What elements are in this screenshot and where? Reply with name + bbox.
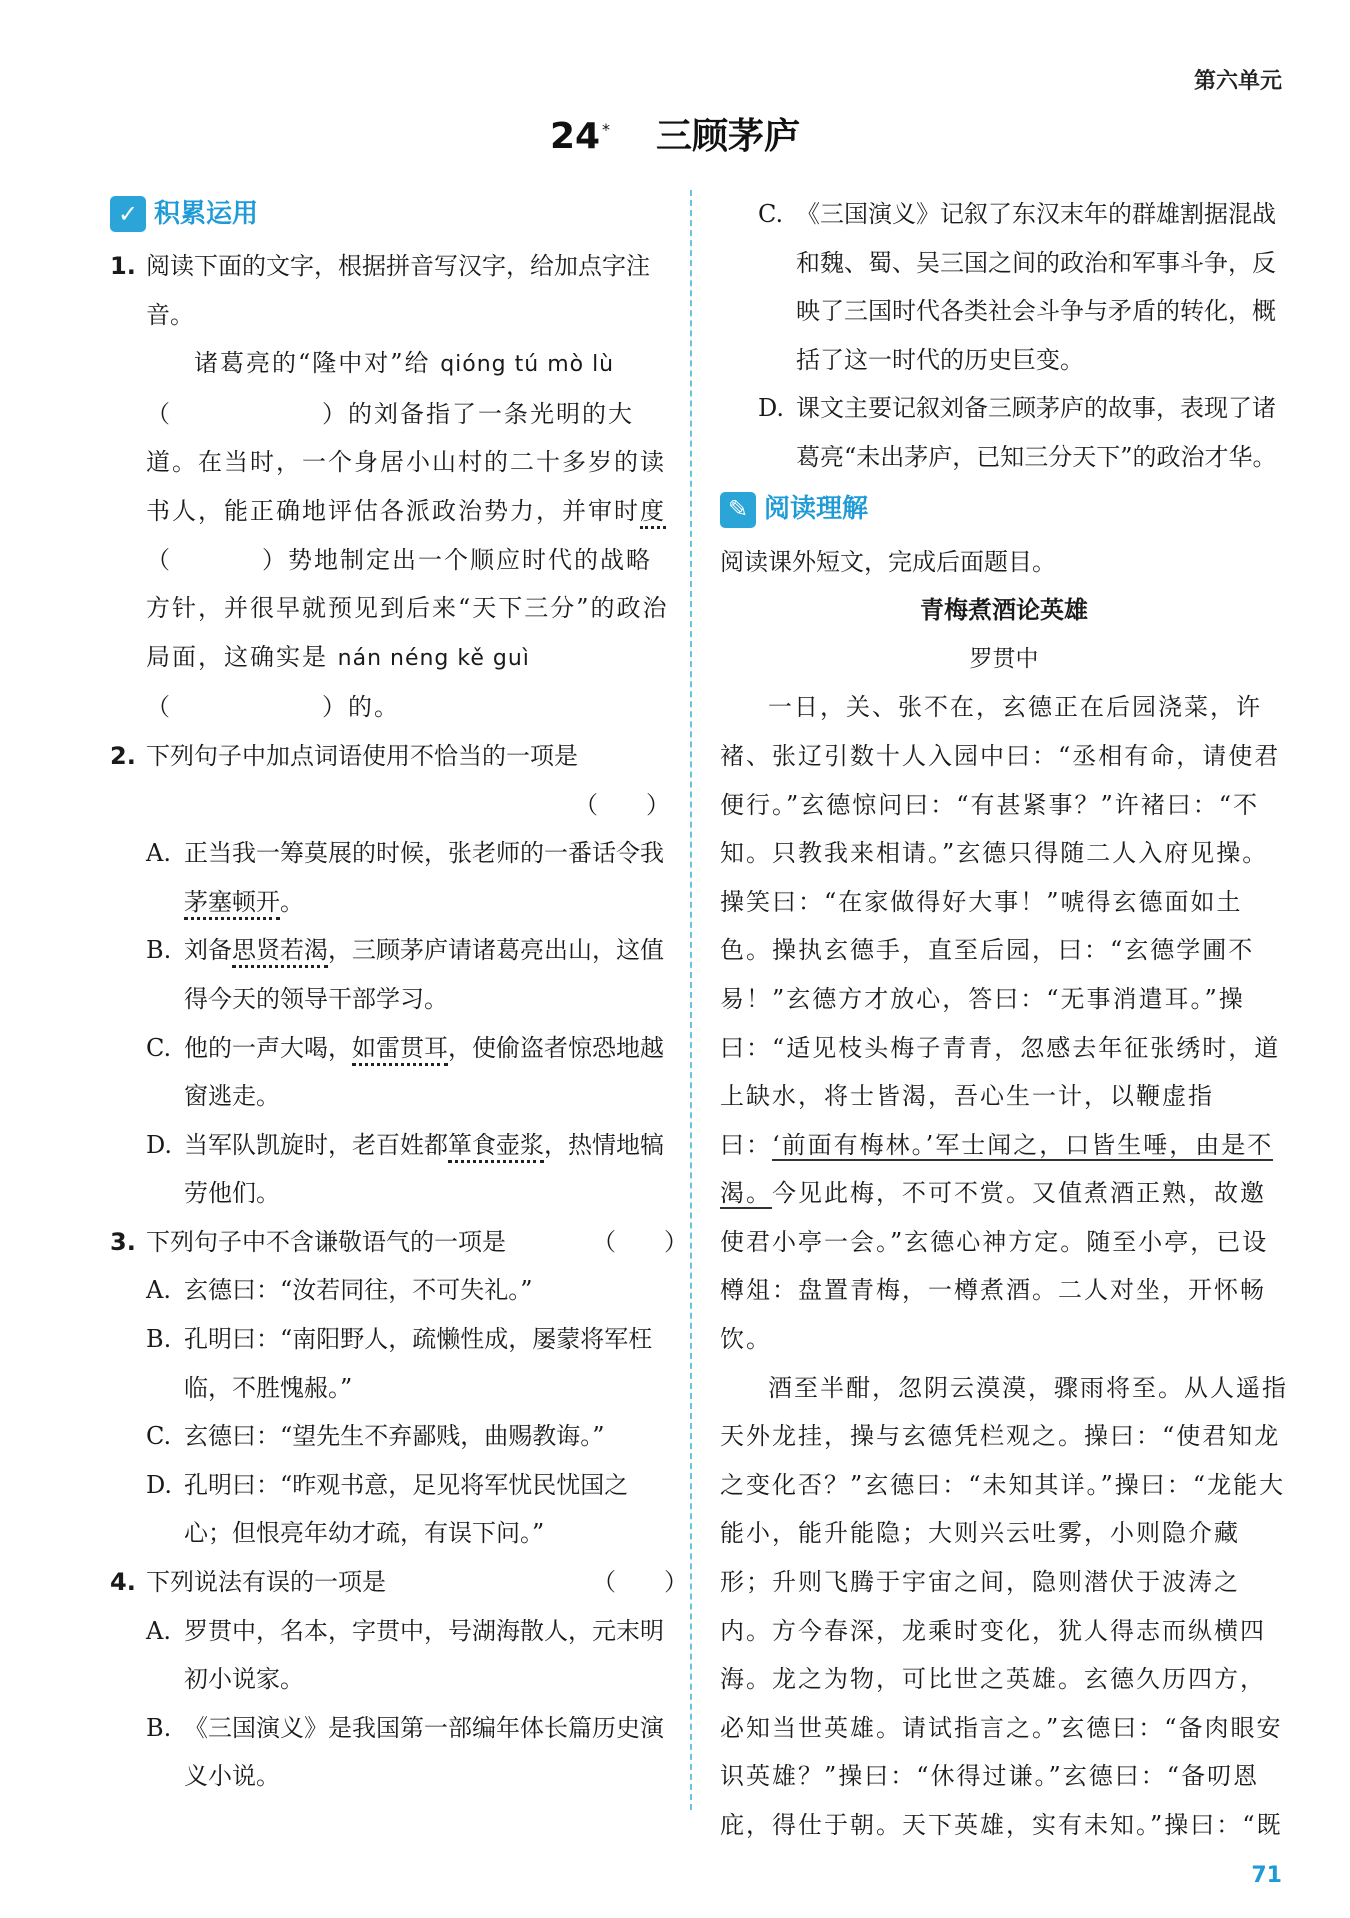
q1-text-1: 诸葛亮的“隆中对”给 (194, 349, 431, 378)
question-4-prompt-row (146, 1558, 688, 1607)
unit-label: 第六单元 (1193, 69, 1282, 94)
q2-c-post: ，使偷盗者惊恐地越窗逃走。 (184, 1033, 664, 1111)
pinyin-1: qióng tú mò lù (440, 352, 615, 378)
q2-b-pre: 刘备 (184, 936, 232, 965)
q3-option-b[interactable] (146, 1315, 670, 1412)
passage-underlined-sentence: ‘前面有梅林。’军士闻之，口皆生唾，由是不渴。 (720, 1130, 1274, 1208)
right-column (720, 190, 1288, 1850)
pinyin-2: nán néng kě guì (337, 645, 530, 671)
page-number: 71 (1251, 1863, 1282, 1888)
passage-author: 罗贯中 (969, 645, 1039, 672)
question-3-answer[interactable]: （ ） (592, 1227, 688, 1256)
q2-d-dotted: 箪食壶浆 (448, 1131, 544, 1163)
question-4-answer[interactable]: （ ） (592, 1568, 688, 1597)
q2-c-dotted: 如雷贯耳 (352, 1034, 448, 1066)
lesson-star: * (602, 120, 611, 139)
passage-p1-part-b: 今见此梅，不可不赏。又值煮酒正熟，故邀使君小亭一会。”玄德心神方定。随至小亭，已设樽俎：盘置青梅，一樽煮酒。二人对坐，开怀畅饮。 (720, 1179, 1269, 1354)
question-1-passage (146, 339, 670, 732)
q2-d-post: ，热情地犒劳他们。 (184, 1130, 664, 1208)
q2-option-d[interactable] (146, 1121, 670, 1218)
q2-option-c[interactable] (146, 1024, 670, 1121)
q2-b-post: ，三顾茅庐请诸葛亮出山，这值得今天的领导干部学习。 (184, 936, 664, 1013)
q3-option-d[interactable] (146, 1461, 670, 1558)
q3-option-a-letter: A. (146, 1276, 171, 1305)
q3-option-a-text: 玄德曰：“汝若同往，不可失礼。” (184, 1276, 533, 1305)
q4-option-a-text: 罗贯中，名本，字贯中，号湖海散人，元末明初小说家。 (184, 1616, 664, 1694)
q4-option-a-letter: A. (146, 1616, 171, 1645)
question-3-prompt: 下列句子中不含谦敬语气的一项是 (146, 1227, 506, 1256)
q4-option-c[interactable] (758, 190, 1288, 384)
q1-text-3: 势地制定出一个顺应时代的战略方针，并很早就预见到后来“天下三分”的政治局面，这确实是 (146, 545, 669, 671)
q4-option-c-text: 《三国演义》记叙了东汉末年的群雄割据混战和魏、蜀、吴三国之间的政治和军事斗争，反映了三国时代各类社会斗争与矛盾的转化，概括了这一时代的历史巨变。 (796, 200, 1276, 374)
q3-option-d-letter: D. (146, 1470, 173, 1499)
question-4-prompt: 下列说法有误的一项是 (146, 1568, 386, 1597)
q2-option-a[interactable] (146, 829, 670, 926)
q1-text-4: 的。 (348, 693, 400, 722)
dotted-char: 度 (640, 497, 666, 529)
question-3-number: 3. (110, 1227, 136, 1256)
passage-paragraph-1 (720, 683, 1288, 1363)
q4-option-b-letter: B. (146, 1713, 172, 1742)
q4-option-d-text: 课文主要记叙刘备三顾茅庐的故事，表现了诸葛亮“未出茅庐，已知三分天下”的政治才华。 (796, 394, 1277, 471)
section-reading-title: 阅读理解 (764, 494, 869, 525)
blank-1-close: ） (322, 399, 348, 428)
q2-a-pre: 正当我一筹莫展的时候，张老师的一番话令我 (184, 839, 664, 868)
q4-option-d[interactable] (758, 384, 1288, 481)
blank-2-close: ） (262, 545, 288, 574)
question-1-number: 1. (110, 252, 136, 280)
passage-p1-part-a: 一日，关、张不在，玄德正在后园浇菜，许褚、张辽引数十人入园中曰：“丞相有命，请使君便行。”玄德惊问曰：“有甚紧事？”许褚曰：“不知。只教我来相请。”玄德只得随二人入府见操。操笑曰：“在家做得好大事！”唬得玄德面如土色。操执玄德手，直至后园，曰：“玄德学圃不易！”玄德方才放心，答曰：“无事消遣耳。”操曰：“适见枝头梅子青青，忽感去年征张绣时，道上缺水，将士皆渴，吾心生一计，以鞭虚指曰： (720, 693, 1281, 1159)
passage-title: 青梅煮酒论英雄 (920, 596, 1088, 625)
lesson-title: 三顾茅庐 (656, 116, 801, 157)
section-accumulate-title: 积累运用 (154, 198, 259, 229)
q4-continued (720, 190, 1288, 482)
q3-option-b-letter: B. (146, 1325, 172, 1354)
q2-option-a-letter: A. (146, 839, 171, 868)
q2-c-pre: 他的一声大喝， (184, 1033, 352, 1062)
blank-1-open: （ (146, 399, 172, 428)
question-2-number: 2. (110, 741, 136, 770)
q3-option-a[interactable] (146, 1266, 670, 1315)
blank-2-open: （ (146, 545, 172, 574)
blank-3-close: ） (322, 693, 348, 722)
q3-option-b-text: 孔明曰：“南阳野人，疏懒性成，屡蒙将军枉临，不胜愧赧。” (184, 1325, 653, 1402)
q4-option-d-letter: D. (758, 394, 785, 423)
q2-option-b[interactable] (146, 926, 670, 1023)
q2-b-dotted: 思贤若渴 (232, 936, 328, 968)
lesson-title-row (0, 108, 1350, 159)
section-accumulate (110, 190, 670, 238)
section-reading (720, 486, 1288, 534)
q4-option-a[interactable] (146, 1607, 670, 1704)
question-4-number: 4. (110, 1568, 136, 1597)
pencil-icon: ✎ (720, 492, 756, 528)
passage-paragraph-2: 酒至半酣，忽阴云漠漠，骤雨将至。从人遥指天外龙挂，操与玄德凭栏观之。操曰：“使君知龙之变化否？”玄德曰：“未知其详。”操曰：“龙能大能小，能升能隐；大则兴云吐雾，小则隐介藏形；升则飞腾于宇宙之间，隐则潜伏于波涛之内。方今春深，龙乘时变化，犹人得志而纵横四海。龙之为物，可比世之英雄。玄德久历四方，必知当世英雄。请试指言之。”玄德曰：“备肉眼安识英雄？”操曰：“休得过谦。”玄德曰：“备叨恩庇，得仕于朝。天下英雄，实有未知。”操曰：“既 (720, 1373, 1288, 1839)
reading-intro: 阅读课外短文，完成后面题目。 (720, 547, 1056, 576)
column-divider (690, 190, 692, 1810)
q3-option-d-text: 孔明曰：“昨观书意，足见将军忧民忧国之心；但恨亮年幼才疏，有误下问。” (184, 1470, 629, 1548)
question-4 (110, 1558, 688, 1801)
question-3-prompt-row (146, 1218, 688, 1267)
question-2 (110, 732, 670, 1218)
q4-option-b-text: 《三国演义》是我国第一部编年体长篇历史演义小说。 (184, 1713, 664, 1791)
q1-text-2: 的刘备指了一条光明的大道。在当时，一个身居小山村的二十多岁的读书人，能正确地评估各派政治势力，并审时 (146, 399, 666, 525)
question-1-prompt: 阅读下面的文字，根据拼音写汉字，给加点字注音。 (146, 252, 650, 329)
question-2-answer[interactable]: （ ） (574, 790, 670, 819)
check-icon: ✓ (110, 196, 146, 232)
q4-option-c-letter: C. (758, 200, 784, 228)
lesson-number: 24 (549, 116, 601, 157)
q3-option-c-letter: C. (146, 1422, 172, 1451)
q2-a-post: 。 (280, 887, 304, 916)
q2-option-d-letter: D. (146, 1130, 173, 1159)
q3-option-c[interactable] (146, 1412, 670, 1461)
question-3 (110, 1218, 688, 1558)
q2-d-pre: 当军队凯旋时，老百姓都 (184, 1130, 448, 1159)
q4-option-b[interactable] (146, 1704, 670, 1801)
question-2-prompt: 下列句子中加点词语使用不恰当的一项是 (146, 741, 578, 770)
q3-option-c-text: 玄德曰：“望先生不弃鄙贱，曲赐教诲。” (184, 1422, 605, 1451)
q2-a-dotted: 茅塞顿开 (184, 888, 280, 920)
blank-3-open: （ (146, 693, 172, 722)
q2-option-c-letter: C. (146, 1033, 172, 1062)
left-column (110, 190, 688, 1801)
question-1 (110, 242, 670, 732)
q2-option-b-letter: B. (146, 936, 172, 965)
